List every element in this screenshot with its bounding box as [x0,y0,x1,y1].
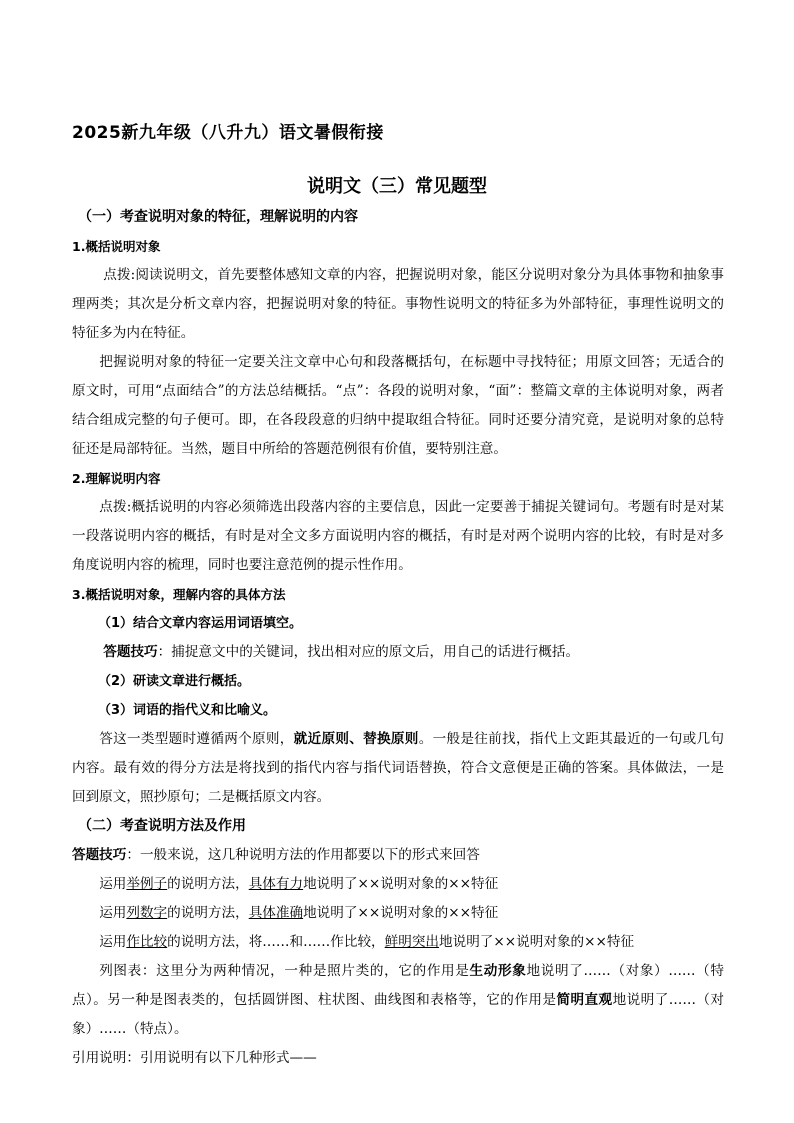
chapter-title: 说明文（三）常见题型 [307,176,487,197]
rules-principles: 就近原则、替换原则 [293,731,419,747]
method-item-1: （1）结合文章内容运用词语填空。 [98,616,303,631]
answer-tip-label: 答题技巧 [103,644,158,660]
method-effect: 具体准确 [248,905,304,921]
method-effect: 具体有力 [248,876,304,892]
quote-method-line: 引用说明：引用说明有以下几种形式—— [72,1050,317,1066]
line-prefix: 运用 [99,905,127,921]
chart-effect-clear: 简明直观 [556,992,613,1008]
paragraph-chart-method [72,957,724,1044]
method-tip-label: 答题技巧 [72,847,127,863]
paragraph-content-tip: 点拨:概括说明的内容必须筛选出段落内容的主要信息，因此一定要善于捕捉关键词句。考题有时是对某一段落说明内容的概括，有时是对全文多方面说明内容的概括，有时是对两个说明内容的比较，有时是对多角度说明内容的梳理，同时也要注意范例的提示性作用。 [72,499,724,573]
paragraph-feature-tip: 把握说明对象的特征一定要关注文章中心句和段落概括句，在标题中寻找特征；用原文回答；无适合的原文时，可用“点面结合”的方法总结概括。“点”：各段的说明对象，“面”：整篇文章的主体说明对象，两者结合组成完整的句子便可。即，在各段段意的归纳中提取组合特征。同时还要分清究竟，是说明对象的总特征还是局部特征。当然，题目中所给的答题范例很有价值，要特别注意。 [72,354,724,457]
method-line-comparison [72,928,724,957]
document-body [72,203,724,1073]
section-heading-2: （二）考查说明方法及作用 [78,818,246,834]
method-name: 作比较 [126,934,168,950]
section-heading-1: （一）考查说明对象的特征，理解说明的内容 [78,209,358,225]
method-name: 举例子 [126,876,168,892]
method-item-3: （3）词语的指代义和比喻义。 [98,703,277,718]
paragraph-summary-tip: 点拨:阅读说明文，首先要整体感知文章的内容，把握说明对象，能区分说明对象分为具体事物和抽象事理两类；其次是分析文章内容，把握说明对象的特征。事物性说明文的特征多为外部特征，事理性说明文的特征多为内在特征。 [72,267,724,341]
line-middle: 的说明方法， [167,905,249,921]
chart-text-a: 列图表：这里分为两种情况，一种是照片类的，它的作用是 [99,963,470,979]
chart-text-c: 地说明了……（对象）……（特点）。另一种是图表类的，包括圆饼图、柱状图、曲线图和表格等，它的作用是 [72,963,725,1008]
method-name: 列数字 [126,905,168,921]
method-line-numbers [72,899,724,928]
line-prefix: 运用 [99,876,127,892]
document-title: 2025新九年级（八升九）语文暑假衔接 [72,123,384,143]
rules-text-a: 答这一类型题时遵循两个原则， [99,731,294,747]
method-tip-text: ：一般来说，这几种说明方法的作用都要以下的形式来回答 [126,847,480,863]
chart-effect-vivid: 生动形象 [469,963,527,979]
answer-tip [72,638,724,667]
line-suffix: 地说明了××说明对象的××特征 [303,876,499,892]
line-middle: 的说明方法，将……和……作比较， [167,934,385,950]
line-suffix: 地说明了××说明对象的××特征 [439,934,635,950]
line-middle: 的说明方法， [167,876,249,892]
chart-text-e: 地说明了……（对象）……（特点）。 [72,992,725,1037]
subsection-heading-3: 3.概括说明对象，理解内容的具体方法 [72,587,286,602]
line-prefix: 运用 [99,934,127,950]
paragraph-reference-rules [72,725,724,812]
method-line-example [72,870,724,899]
subsection-heading-2: 2.理解说明内容 [72,471,161,486]
line-suffix: 地说明了××说明对象的××特征 [303,905,499,921]
method-effect: 鲜明突出 [384,934,440,950]
answer-tip-text: ：捕捉意文中的关键词，找出相对应的原文后，用自己的话进行概括。 [157,644,580,660]
rules-text-c: 。一般是往前找，指代上文距其最近的一句或几句内容。最有效的得分方法是将找到的指代内容与指代词语替换，符合文意便是正确的答案。具体做法，一是回到原文，照抄原句；二是概括原文内容。 [72,731,725,805]
method-item-2: （2）研读文章进行概括。 [98,674,251,689]
method-answer-tip [72,841,724,870]
subsection-heading-1: 1.概括说明对象 [72,239,161,254]
